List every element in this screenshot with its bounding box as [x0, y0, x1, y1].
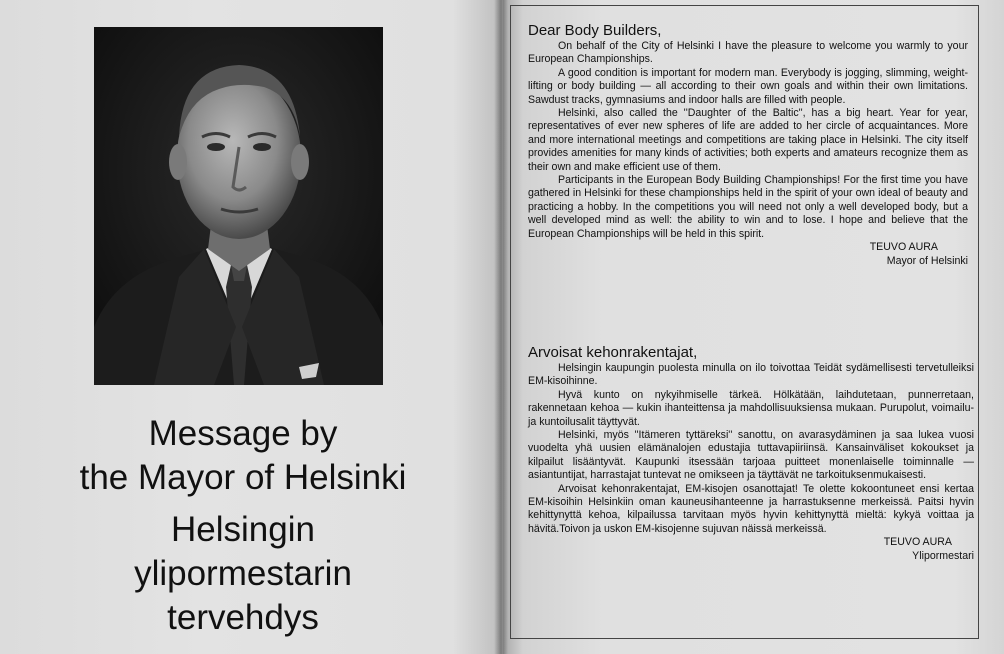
english-paragraph: On behalf of the City of Helsinki I have the pleasure to welcome you warmly to your European Championships. — [528, 40, 968, 66]
finnish-paragraph: Helsinki, myös ''Itämeren tyttäreksi'' sanottu, on avarasydäminen ja saa lukea vuosi vuodelta yhä uusien elämänalojen edustajia tuttavapiiriinsä. Kansainväliset kokoukset ja kilpailut lisääntyvät. Kaupunki itsessään tarjoaa puitteet monenlaiselle toiminnalle — asiantuntijat, harrastajat tuntevat ne omikseen ja täyttävät ne tarkoituksenmukaisesti. — [528, 429, 974, 482]
title-english-line: Message by — [148, 414, 338, 453]
finnish-signature-title: Ylipormestari — [912, 549, 974, 562]
book-gutter — [494, 0, 508, 654]
title-finnish-line: ylipormestarin — [134, 554, 352, 593]
finnish-paragraph: Helsingin kaupungin puolesta minulla on ilo toivottaa Teidät sydämellisesti tervetulleiksi EM-kisoihinne. — [528, 362, 974, 388]
finnish-letter — [528, 344, 974, 563]
mayor-portrait-photo — [94, 27, 383, 385]
english-paragraph: Participants in the European Body Building Championships! For the first time you have gathered in Helsinki for these championships held in the spirit of your own ideal of beauty and practicing a hobby. In the competitions you will need not only a well developed body, but a well developed mind as well: the ability to win and to lose. I hope and believe that the European Championships will be held in this spirit. — [528, 174, 968, 240]
title-finnish-line: tervehdys — [167, 598, 319, 637]
finnish-greeting: Arvoisat kehonrakentajat, — [528, 344, 698, 361]
english-signature-name: TEUVO AURA — [869, 241, 938, 254]
finnish-paragraph: Hyvä kunto on nykyihmiselle tärkeä. Hölkätään, laihdutetaan, punnerretaan, rakennetaan kehoa — kukin ihanteittensa ja mahdollisuuksiensa mukaan. Purupolut, voimailu- ja kuntoilusalit täyttyvät. — [528, 388, 974, 428]
title-english — [20, 412, 466, 500]
title-english-line: the Mayor of Helsinki — [79, 458, 407, 497]
title-finnish-line: Helsingin — [171, 510, 315, 549]
english-signature-title: Mayor of Helsinki — [886, 254, 968, 267]
english-paragraph: Helsinki, also called the ''Daughter of the Baltic'', has a big heart. Year for year, representatives of ever new spheres of life are added to her circle of acquaintances. More and more international meetings and competitions are taking place in Helsinki. The city itself provides amenities for many kinds of activities; both experts and amateurs recognize them as their own and make efficient use of them. — [528, 107, 968, 173]
finnish-signature-name: TEUVO AURA — [883, 536, 952, 549]
english-letter — [528, 22, 968, 268]
title-finnish — [20, 508, 466, 640]
english-greeting: Dear Body Builders, — [528, 22, 662, 39]
finnish-paragraph: Arvoisat kehonrakentajat, EM-kisojen osanottajat! Te olette kokoontuneet ensi kertaa EM-kisoihin Helsinkiin oman kauneusihanteenne ja harrastuksenne merkeissä. Paitsi hyvin kehittynyttä kehoa, kilpailussa tarvitaan myös hyvin kehittynyttä mieltä: kykyä voittaa ja hävitä.Toivon ja uskon EM-kisojenne sujuvan näissä merkeissä. — [528, 482, 974, 535]
english-paragraph: A good condition is important for modern man. Everybody is jogging, slimming, weight-lifting or body building — all according to their own goals and within their own limitations. Sawdust tracks, gymnasiums and indoor halls are filled with people. — [528, 66, 968, 106]
